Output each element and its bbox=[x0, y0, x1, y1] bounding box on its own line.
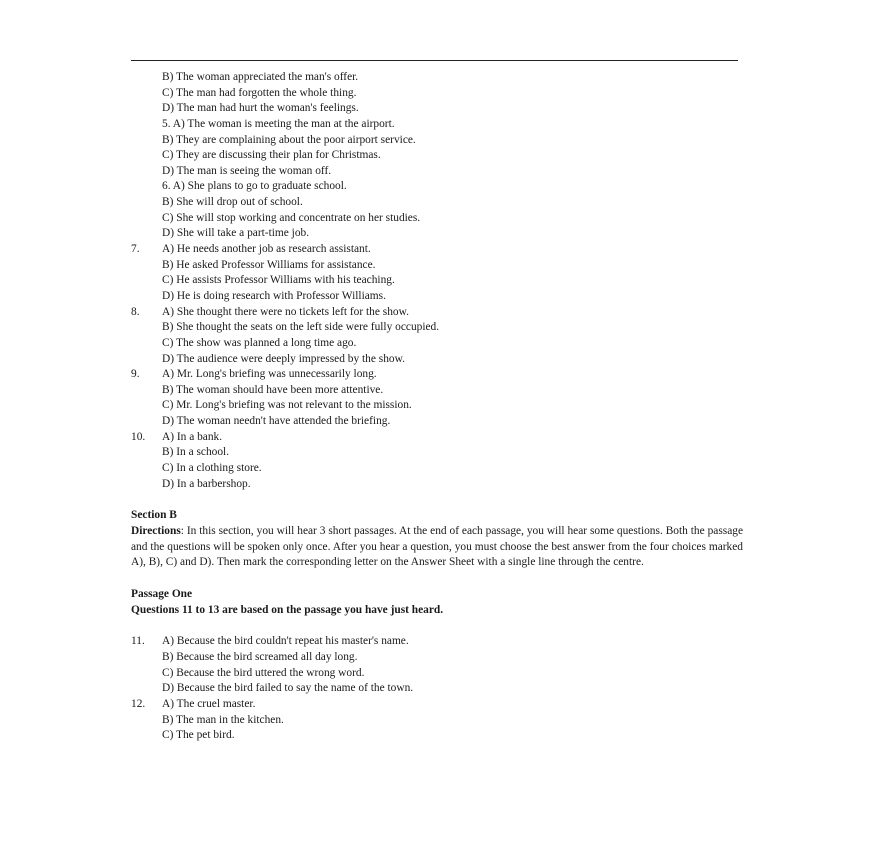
option-text: B) She thought the seats on the left side were fully occupied. bbox=[162, 321, 440, 334]
option-text: A) The cruel master. bbox=[162, 697, 256, 710]
option-text: A) In a bank. bbox=[162, 430, 223, 443]
answer-option bbox=[131, 289, 743, 305]
answer-option bbox=[131, 414, 743, 430]
section-a-options bbox=[131, 70, 743, 492]
option-text: B) Because the bird screamed all day long. bbox=[162, 650, 358, 663]
option-text: B) She will drop out of school. bbox=[162, 196, 303, 209]
answer-option bbox=[131, 320, 743, 336]
answer-option bbox=[131, 336, 743, 352]
option-text: A) She thought there were no tickets left for the show. bbox=[162, 305, 409, 318]
question-number: 7. bbox=[131, 243, 140, 256]
answer-option bbox=[131, 86, 743, 102]
section-b-heading: Section B bbox=[131, 509, 177, 522]
answer-option bbox=[131, 650, 743, 666]
answer-option bbox=[131, 273, 743, 289]
answer-option bbox=[131, 445, 743, 461]
option-text: A) He needs another job as research assistant. bbox=[162, 243, 371, 256]
answer-option bbox=[131, 398, 743, 414]
question-prefix: 6. bbox=[162, 180, 173, 193]
answer-option bbox=[131, 70, 743, 86]
option-text: B) In a school. bbox=[162, 446, 230, 459]
passage-one-questions bbox=[131, 634, 743, 743]
option-text: D) The audience were deeply impressed by the show. bbox=[162, 352, 405, 365]
question-number: 12. bbox=[131, 697, 146, 710]
answer-option bbox=[131, 179, 743, 195]
answer-option bbox=[131, 133, 743, 149]
answer-option bbox=[131, 461, 743, 477]
answer-option bbox=[131, 352, 743, 368]
answer-option bbox=[131, 226, 743, 242]
option-text: C) They are discussing their plan for Christmas. bbox=[162, 149, 381, 162]
answer-option bbox=[131, 117, 743, 133]
answer-option bbox=[131, 728, 743, 744]
document-page bbox=[131, 70, 743, 744]
question-number: 11. bbox=[131, 635, 145, 648]
option-text: C) Mr. Long's briefing was not relevant to the mission. bbox=[162, 399, 412, 412]
option-text: C) In a clothing store. bbox=[162, 462, 262, 475]
passage-one-subheading: Questions 11 to 13 are based on the passage you have just heard. bbox=[131, 603, 444, 616]
option-text: A) Mr. Long's briefing was unnecessarily long. bbox=[162, 368, 377, 381]
option-text: A) She plans to go to graduate school. bbox=[172, 180, 347, 193]
option-text: A) The woman is meeting the man at the airport. bbox=[172, 117, 395, 130]
question-number: 10. bbox=[131, 430, 146, 443]
answer-option bbox=[131, 164, 743, 180]
answer-option bbox=[131, 148, 743, 164]
option-text: C) The pet bird. bbox=[162, 729, 235, 742]
answer-option bbox=[131, 681, 743, 697]
option-text: D) Because the bird failed to say the name of the town. bbox=[162, 682, 414, 695]
answer-option bbox=[131, 258, 743, 274]
answer-option bbox=[131, 430, 743, 446]
answer-option bbox=[131, 305, 743, 321]
option-text: D) She will take a part-time job. bbox=[162, 227, 310, 240]
option-text: A) Because the bird couldn't repeat his master's name. bbox=[162, 635, 409, 648]
question-number: 9. bbox=[131, 368, 140, 381]
answer-option bbox=[131, 242, 743, 258]
option-text: D) He is doing research with Professor Williams. bbox=[162, 289, 386, 302]
option-text: C) The man had forgotten the whole thing. bbox=[162, 86, 357, 99]
option-text: C) She will stop working and concentrate on her studies. bbox=[162, 211, 421, 224]
answer-option bbox=[131, 697, 743, 713]
answer-option bbox=[131, 383, 743, 399]
option-text: C) The show was planned a long time ago. bbox=[162, 336, 357, 349]
answer-option bbox=[131, 477, 743, 493]
answer-option bbox=[131, 211, 743, 227]
directions-label: Directions bbox=[131, 524, 181, 537]
passage-one-heading: Passage One bbox=[131, 588, 193, 601]
option-text: B) The man in the kitchen. bbox=[162, 713, 284, 726]
option-text: D) The man had hurt the woman's feelings. bbox=[162, 102, 359, 115]
answer-option bbox=[131, 195, 743, 211]
section-b-directions bbox=[131, 524, 743, 571]
header-rule bbox=[131, 60, 738, 61]
option-text: D) The woman needn't have attended the briefing. bbox=[162, 415, 391, 428]
answer-option bbox=[131, 101, 743, 117]
option-text: B) He asked Professor Williams for assistance. bbox=[162, 258, 376, 271]
answer-option bbox=[131, 634, 743, 650]
option-text: B) The woman should have been more attentive. bbox=[162, 383, 384, 396]
answer-option bbox=[131, 367, 743, 383]
question-prefix: 5. bbox=[162, 117, 173, 130]
directions-text: : In this section, you will hear 3 short passages. At the end of each passage, you will hear some questions. Both the passage and the questions will be spoken only once. After you hear a question, you must choose the best answer from the four choices marked A), B), C) and D). Then mark the corresponding letter on the Answer Sheet with a single line through the centre. bbox=[131, 524, 743, 569]
question-number: 8. bbox=[131, 305, 140, 318]
answer-option bbox=[131, 713, 743, 729]
answer-option bbox=[131, 666, 743, 682]
option-text: D) In a barbershop. bbox=[162, 477, 251, 490]
option-text: D) The man is seeing the woman off. bbox=[162, 164, 332, 177]
option-text: B) They are complaining about the poor airport service. bbox=[162, 133, 416, 146]
option-text: C) Because the bird uttered the wrong word. bbox=[162, 666, 365, 679]
option-text: C) He assists Professor Williams with his teaching. bbox=[162, 274, 395, 287]
option-text: B) The woman appreciated the man's offer. bbox=[162, 71, 359, 83]
